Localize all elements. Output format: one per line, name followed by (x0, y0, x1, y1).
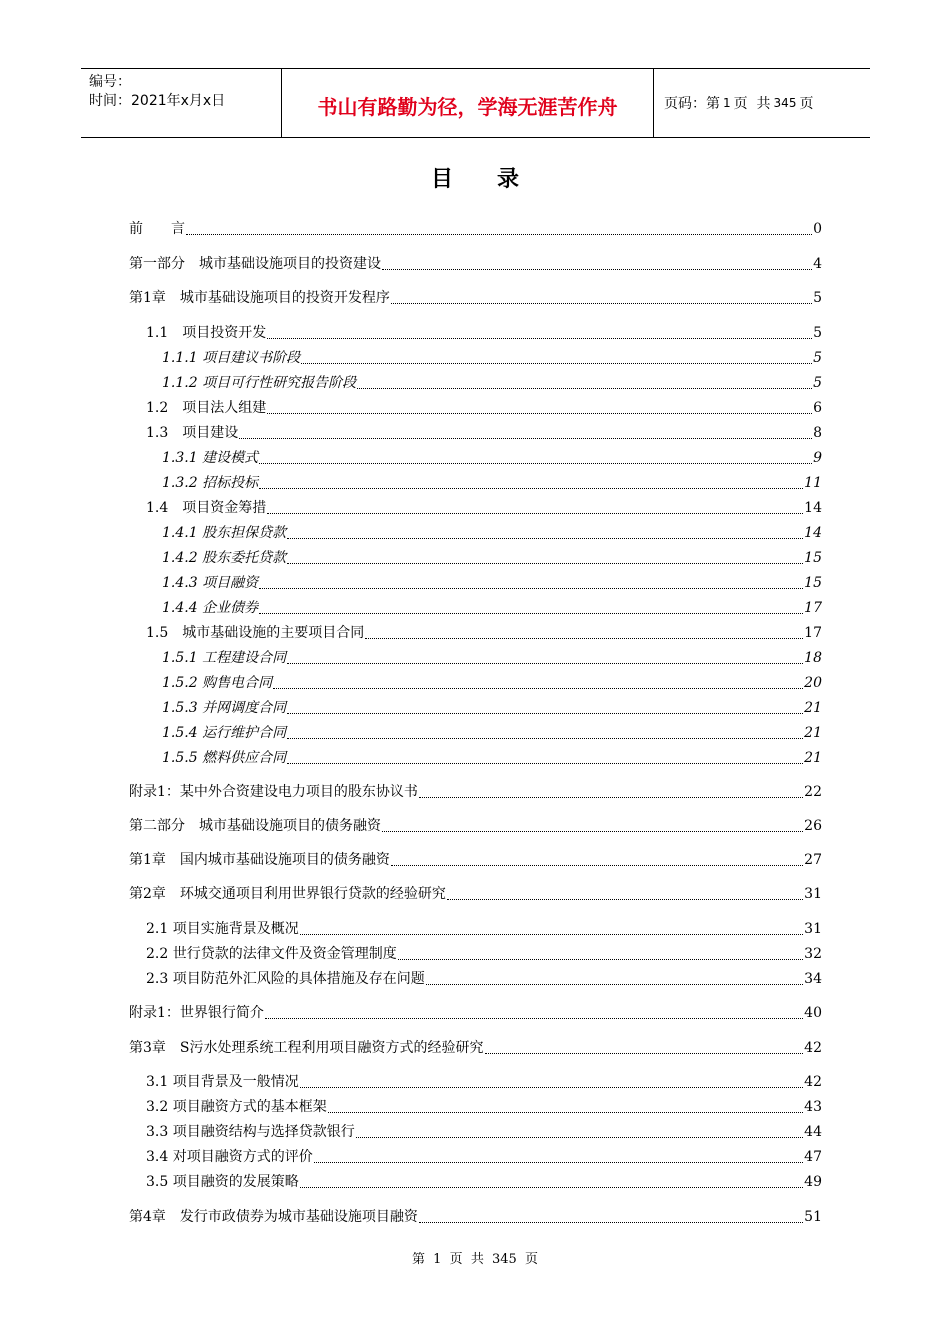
toc-entry-title: 1.1 项目投资开发 (146, 325, 267, 341)
toc-entry[interactable] (0, 1204, 950, 1226)
toc-leader-dots (265, 1017, 803, 1019)
toc-entry-page: 8 (813, 425, 822, 441)
document-time-label: 时间：2021年x月x日 (89, 93, 226, 109)
toc-entry[interactable] (0, 345, 950, 367)
toc-entry[interactable] (0, 779, 950, 801)
header-motto: 书山有路勤为径，学海无涯苦作舟 (282, 69, 654, 137)
toc-entry-page: 27 (804, 852, 822, 868)
toc-entry-title: 1.5.5 燃料供应合同 (162, 750, 287, 766)
toc-entry[interactable] (0, 745, 950, 767)
toc-leader-dots (300, 1086, 803, 1088)
header-page-number: 1 (723, 96, 731, 110)
toc-entry[interactable] (0, 695, 950, 717)
toc-entry-title: 1.4 项目资金筹措 (146, 500, 267, 516)
toc-entry-title: 附录1：世界银行简介 (129, 1005, 264, 1021)
toc-leader-dots (186, 233, 812, 235)
toc-entry-page: 49 (804, 1174, 822, 1190)
toc-entry-title: 1.2 项目法人组建 (146, 400, 267, 416)
toc-entry-page: 40 (804, 1005, 822, 1021)
toc-entry[interactable] (0, 1035, 950, 1057)
toc-leader-dots (447, 898, 803, 900)
toc-entry-title: 2.2 世行贷款的法律文件及资金管理制度 (146, 946, 397, 962)
toc-leader-dots (287, 712, 803, 714)
toc-entry-title: 第1章 国内城市基础设施项目的债务融资 (129, 852, 390, 868)
toc-entry[interactable] (0, 570, 950, 592)
toc-entry-title: 1.5.2 购售电合同 (162, 675, 273, 691)
toc-entry[interactable] (0, 470, 950, 492)
toc-entry[interactable] (0, 1119, 950, 1141)
toc-entry-title: 1.5.3 并网调度合同 (162, 700, 287, 716)
toc-entry-page: 21 (804, 725, 822, 741)
toc-entry[interactable] (0, 370, 950, 392)
toc-leader-dots (239, 437, 812, 439)
page-footer (0, 1248, 950, 1267)
toc-leader-dots (356, 1136, 803, 1138)
header-meta (81, 69, 282, 137)
toc-leader-dots (273, 687, 803, 689)
toc-entry-title: 1.5.1 工程建设合同 (162, 650, 287, 666)
toc-entry-title: 1.4.3 项目融资 (162, 575, 259, 591)
header-page-suffix: 页 (799, 96, 814, 112)
toc-entry-title: 1.1.2 项目可行性研究报告阶段 (162, 375, 357, 391)
toc-entry-title: 第二部分 城市基础设施项目的债务融资 (129, 818, 381, 834)
toc-leader-dots (314, 1161, 803, 1163)
toc-entry-page: 14 (804, 525, 822, 541)
toc-entry-page: 4 (813, 256, 822, 272)
toc-entry-page: 5 (813, 290, 822, 306)
toc-entry[interactable] (0, 285, 950, 307)
toc-entry[interactable] (0, 1000, 950, 1022)
toc-leader-dots (300, 933, 803, 935)
toc-leader-dots (382, 268, 812, 270)
toc-leader-dots (287, 537, 803, 539)
toc-entry[interactable] (0, 720, 950, 742)
toc-entry-title: 第3章 S污水处理系统工程利用项目融资方式的经验研究 (129, 1040, 484, 1056)
toc-leader-dots (419, 1221, 803, 1223)
toc-leader-dots (287, 762, 803, 764)
toc-entry[interactable] (0, 395, 950, 417)
toc-entry-page: 31 (804, 886, 822, 902)
toc-leader-dots (300, 1186, 803, 1188)
footer-page-mid: 页 共 (449, 1252, 484, 1267)
toc-entry-title: 前 言 (129, 221, 185, 237)
toc-entry-page: 14 (804, 500, 822, 516)
toc-entry[interactable] (0, 251, 950, 273)
toc-entry-title: 第2章 环城交通项目利用世界银行贷款的经验研究 (129, 886, 446, 902)
toc-entry-title: 第一部分 城市基础设施项目的投资建设 (129, 256, 381, 272)
toc-leader-dots (391, 864, 803, 866)
footer-page-number: 1 (433, 1252, 442, 1267)
toc-leader-dots (365, 637, 803, 639)
toc-entry-page: 9 (813, 450, 822, 466)
toc-entry-title: 3.5 项目融资的发展策略 (146, 1174, 299, 1190)
toc-entry[interactable] (0, 320, 950, 342)
toc-entry-page: 5 (813, 350, 822, 366)
toc-entry-page: 32 (804, 946, 822, 962)
toc-entry[interactable] (0, 916, 950, 938)
footer-suffix: 页 (524, 1252, 538, 1267)
toc-entry[interactable] (0, 216, 950, 238)
toc-entry-page: 51 (804, 1209, 822, 1225)
toc-entry-page: 31 (804, 921, 822, 937)
header-page-mid: 页 共 (733, 96, 771, 112)
toc-entry-title: 3.3 项目融资结构与选择贷款银行 (146, 1124, 355, 1140)
toc-entry-page: 44 (804, 1124, 822, 1140)
toc-entry-page: 20 (804, 675, 822, 691)
toc-entry[interactable] (0, 1169, 950, 1191)
toc-entry-title: 1.1.1 项目建议书阶段 (162, 350, 301, 366)
toc-entry-title: 2.1 项目实施背景及概况 (146, 921, 299, 937)
toc-entry[interactable] (0, 1144, 950, 1166)
toc-entry-title: 1.3 项目建设 (146, 425, 239, 441)
toc-entry-title: 3.1 项目背景及一般情况 (146, 1074, 299, 1090)
toc-entry-page: 18 (804, 650, 822, 666)
toc-entry-title: 3.4 对项目融资方式的评价 (146, 1149, 313, 1165)
toc-entry-title: 1.3.2 招标投标 (162, 475, 259, 491)
toc-entry-page: 26 (804, 818, 822, 834)
toc-entry-title: 1.3.1 建设模式 (162, 450, 259, 466)
toc-entry-page: 42 (804, 1074, 822, 1090)
toc-leader-dots (267, 337, 812, 339)
toc-entry[interactable] (0, 1069, 950, 1091)
toc-entry-page: 22 (804, 784, 822, 800)
toc-entry-title: 1.5.4 运行维护合同 (162, 725, 287, 741)
toc-entry-page: 6 (813, 400, 822, 416)
toc-entry-page: 21 (804, 750, 822, 766)
toc-entry-page: 43 (804, 1099, 822, 1115)
toc-entry-title: 附录1：某中外合资建设电力项目的股东协议书 (129, 784, 418, 800)
toc-entry-page: 21 (804, 700, 822, 716)
toc-entry-title: 1.4.1 股东担保贷款 (162, 525, 287, 541)
toc-leader-dots (267, 512, 803, 514)
toc-leader-dots (259, 587, 803, 589)
toc-entry-page: 42 (804, 1040, 822, 1056)
toc-entry[interactable] (0, 941, 950, 963)
toc-entry-title: 3.2 项目融资方式的基本框架 (146, 1099, 327, 1115)
toc-leader-dots (259, 487, 803, 489)
toc-leader-dots (267, 412, 812, 414)
toc-entry-page: 17 (804, 600, 822, 616)
toc-title: 目录 (430, 167, 563, 192)
toc-entry-page: 0 (813, 221, 822, 237)
toc-entry-title: 第4章 发行市政债券为城市基础设施项目融资 (129, 1209, 418, 1225)
toc-leader-dots (426, 983, 803, 985)
header-page-prefix: 页码：第 (664, 96, 720, 112)
page-header (81, 68, 870, 138)
toc-leader-dots (287, 662, 803, 664)
toc-entry[interactable] (0, 881, 950, 903)
toc-leader-dots (419, 796, 803, 798)
toc-entry-title: 1.5 城市基础设施的主要项目合同 (146, 625, 365, 641)
toc-entry[interactable] (0, 520, 950, 542)
toc-entry-page: 5 (813, 375, 822, 391)
toc-leader-dots (287, 737, 803, 739)
toc-entry[interactable] (0, 847, 950, 869)
toc-entry[interactable] (0, 966, 950, 988)
header-page-info (654, 69, 870, 137)
toc-leader-dots (398, 958, 803, 960)
toc-entry-title: 2.3 项目防范外汇风险的具体措施及存在问题 (146, 971, 425, 987)
toc-entry[interactable] (0, 445, 950, 467)
toc-entry-page: 17 (804, 625, 822, 641)
toc-entry[interactable] (0, 595, 950, 617)
toc-entry-page: 5 (813, 325, 822, 341)
toc-entry-title: 1.4.2 股东委托贷款 (162, 550, 287, 566)
toc-entry-page: 34 (804, 971, 822, 987)
toc-entry[interactable] (0, 645, 950, 667)
toc-entry-page: 15 (804, 575, 822, 591)
toc-entry-page: 47 (804, 1149, 822, 1165)
toc-entry-page: 15 (804, 550, 822, 566)
footer-page-total: 345 (492, 1252, 517, 1267)
document-number-label: 编号： (89, 74, 131, 90)
toc-leader-dots (357, 387, 812, 389)
toc-leader-dots (391, 302, 812, 304)
toc-entry-title: 第1章 城市基础设施项目的投资开发程序 (129, 290, 390, 306)
toc-entry[interactable] (0, 1094, 950, 1116)
toc-entry[interactable] (0, 545, 950, 567)
toc-entry[interactable] (0, 420, 950, 442)
toc-entry[interactable] (0, 495, 950, 517)
toc-entry[interactable] (0, 620, 950, 642)
toc-leader-dots (259, 612, 803, 614)
toc-leader-dots (382, 830, 803, 832)
toc-leader-dots (287, 562, 803, 564)
toc-entry[interactable] (0, 813, 950, 835)
footer-prefix: 第 (412, 1252, 426, 1267)
toc-entry-title: 1.4.4 企业债券 (162, 600, 259, 616)
toc-entry[interactable] (0, 670, 950, 692)
toc-leader-dots (259, 462, 812, 464)
header-page-total: 345 (773, 96, 797, 110)
toc-entry-page: 11 (804, 475, 822, 491)
toc-leader-dots (485, 1052, 804, 1054)
toc-leader-dots (301, 362, 812, 364)
toc-leader-dots (328, 1111, 803, 1113)
